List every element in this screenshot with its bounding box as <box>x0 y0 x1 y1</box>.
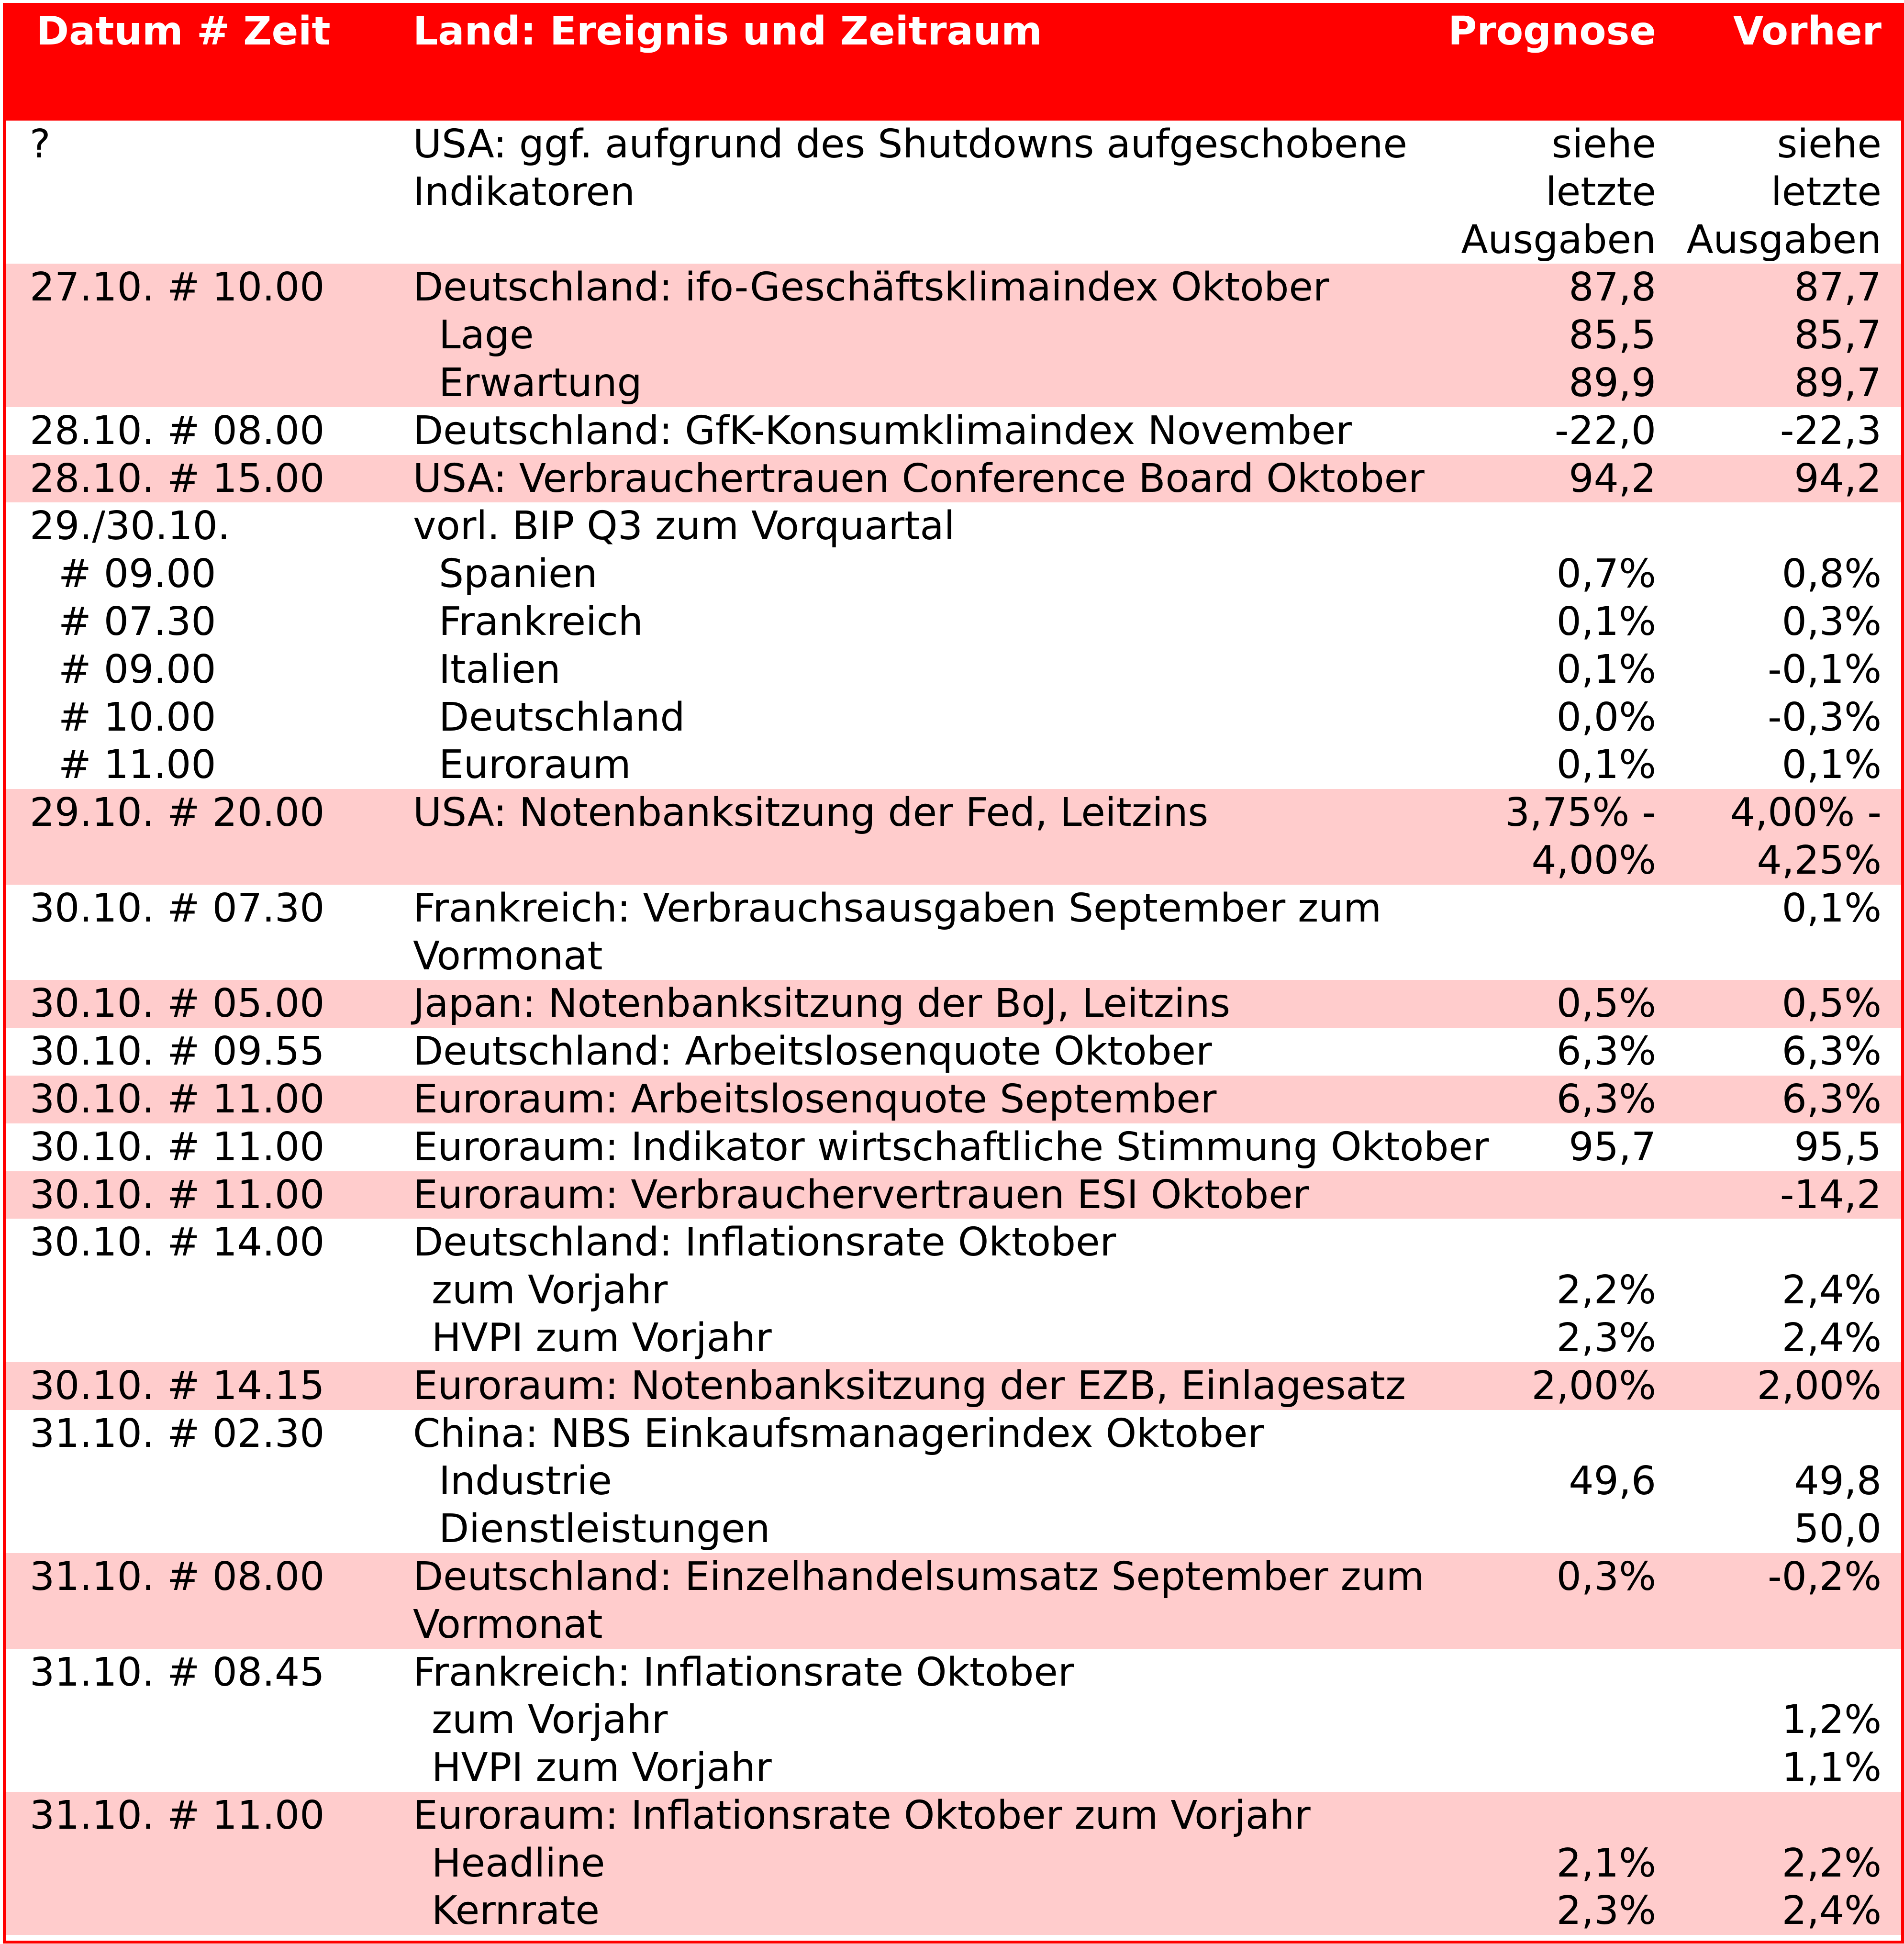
row-line <box>6 168 1901 216</box>
cell-previous: 2,00% <box>1757 1363 1882 1409</box>
table-row <box>6 502 1901 789</box>
row-line <box>6 1219 1901 1266</box>
cell-date: 27.10. # 10.00 <box>30 265 325 311</box>
table-row <box>6 264 1901 407</box>
cell-date: # 10.00 <box>58 694 216 740</box>
cell-date: 30.10. # 07.30 <box>30 885 325 931</box>
cell-event: USA: Notenbanksitzung der Fed, Leitzins <box>413 790 1209 836</box>
cell-previous: 50,0 <box>1794 1506 1882 1552</box>
cell-previous: 4,00% - <box>1730 790 1882 836</box>
cell-forecast: 6,3% <box>1556 1076 1656 1122</box>
cell-previous: 4,25% <box>1757 837 1882 883</box>
cell-previous: 49,8 <box>1794 1458 1882 1504</box>
row-line <box>6 407 1901 455</box>
table-row <box>6 980 1901 1028</box>
cell-date: 30.10. # 11.00 <box>30 1076 325 1122</box>
cell-previous: -0,2% <box>1768 1554 1882 1600</box>
cell-previous: -22,3 <box>1780 408 1882 454</box>
row-line <box>6 933 1901 980</box>
row-line <box>6 837 1901 885</box>
row-line <box>6 598 1901 646</box>
cell-event: USA: Verbrauchertrauen Conference Board Oktober <box>413 455 1425 501</box>
cell-forecast: 49,6 <box>1569 1458 1656 1504</box>
cell-forecast: 0,3% <box>1556 1554 1656 1600</box>
cell-event: Vormonat <box>413 933 603 979</box>
cell-forecast: 2,2% <box>1556 1267 1656 1313</box>
table-row <box>6 1553 1901 1649</box>
cell-date: # 11.00 <box>58 742 216 788</box>
row-line <box>6 1887 1901 1935</box>
row-line <box>6 1314 1901 1362</box>
cell-date: 31.10. # 08.45 <box>30 1649 325 1695</box>
table-row <box>6 1171 1901 1219</box>
row-line <box>6 694 1901 742</box>
cell-forecast: 94,2 <box>1569 455 1656 501</box>
cell-event: zum Vorjahr <box>432 1697 668 1743</box>
cell-event: Deutschland: GfK-Konsumklimaindex November <box>413 408 1352 454</box>
row-line <box>6 264 1901 311</box>
cell-previous: 2,4% <box>1782 1888 1882 1934</box>
cell-event: Deutschland: Inflationsrate Oktober <box>413 1220 1116 1266</box>
cell-forecast: 0,1% <box>1556 742 1656 788</box>
cell-date: 30.10. # 14.00 <box>30 1220 325 1266</box>
row-line <box>6 1457 1901 1505</box>
cell-date: ? <box>30 122 51 167</box>
table-body <box>6 121 1901 1935</box>
row-line <box>6 1649 1901 1697</box>
row-line <box>6 1076 1901 1123</box>
row-line <box>6 1362 1901 1410</box>
cell-forecast: 89,9 <box>1569 360 1656 406</box>
table-row <box>6 1410 1901 1553</box>
cell-forecast: 0,5% <box>1556 981 1656 1027</box>
cell-forecast: 2,00% <box>1531 1363 1656 1409</box>
row-line <box>6 1410 1901 1458</box>
cell-forecast: 0,1% <box>1556 599 1656 644</box>
cell-date: 28.10. # 15.00 <box>30 455 325 501</box>
cell-previous: 1,1% <box>1782 1745 1882 1791</box>
cell-event: Frankreich: Inflationsrate Oktober <box>413 1649 1074 1695</box>
cell-forecast: 0,0% <box>1556 694 1656 740</box>
cell-event: Euroraum: Inflationsrate Oktober zum Vorjahr <box>413 1792 1311 1838</box>
table-row <box>6 455 1901 503</box>
cell-event: Italien <box>439 646 561 692</box>
cell-previous: Ausgaben <box>1686 217 1882 263</box>
row-line <box>6 646 1901 694</box>
cell-previous: -0,3% <box>1768 694 1882 740</box>
cell-event: Kernrate <box>432 1888 600 1934</box>
table-row <box>6 1076 1901 1123</box>
cell-previous: -14,2 <box>1780 1172 1882 1218</box>
cell-event: USA: ggf. aufgrund des Shutdowns aufgeschobene <box>413 122 1407 167</box>
table-row <box>6 121 1901 264</box>
cell-previous: 95,5 <box>1794 1124 1882 1170</box>
row-line <box>6 455 1901 503</box>
cell-previous: 0,5% <box>1782 981 1882 1027</box>
cell-previous: 6,3% <box>1782 1076 1882 1122</box>
cell-previous: letzte <box>1770 169 1882 215</box>
cell-date: 29.10. # 20.00 <box>30 790 325 836</box>
row-line <box>6 1266 1901 1314</box>
cell-previous: 1,2% <box>1782 1697 1882 1743</box>
cell-event: Euroraum: Arbeitslosenquote September <box>413 1076 1217 1122</box>
cell-previous: 0,8% <box>1782 551 1882 597</box>
row-line <box>6 1123 1901 1171</box>
cell-event: Euroraum <box>439 742 631 788</box>
header-forecast: Prognose <box>1448 9 1656 54</box>
row-line <box>6 1792 1901 1840</box>
cell-date: 31.10. # 02.30 <box>30 1411 325 1456</box>
row-line <box>6 1840 1901 1888</box>
cell-forecast: 2,3% <box>1556 1888 1656 1934</box>
cell-event: Euroraum: Notenbanksitzung der EZB, Einlagesatz <box>413 1363 1406 1409</box>
cell-event: Industrie <box>439 1458 612 1504</box>
cell-event: Dienstleistungen <box>439 1506 770 1552</box>
cell-event: Spanien <box>439 551 598 597</box>
table-row <box>6 407 1901 455</box>
row-line <box>6 121 1901 168</box>
row-line <box>6 789 1901 837</box>
cell-event: Deutschland: ifo-Geschäftsklimaindex Oktober <box>413 265 1329 311</box>
row-line <box>6 311 1901 359</box>
table-row <box>6 789 1901 885</box>
cell-event: Deutschland: Arbeitslosenquote Oktober <box>413 1029 1212 1075</box>
row-line <box>6 1744 1901 1792</box>
cell-previous: 0,3% <box>1782 599 1882 644</box>
table-row <box>6 1362 1901 1410</box>
row-line <box>6 550 1901 598</box>
cell-forecast: 0,7% <box>1556 551 1656 597</box>
table-row <box>6 1792 1901 1935</box>
cell-forecast: 87,8 <box>1569 265 1656 311</box>
cell-forecast: Ausgaben <box>1461 217 1656 263</box>
calendar-table <box>3 3 1904 1944</box>
table-header <box>6 6 1901 121</box>
table-row <box>6 1219 1901 1362</box>
cell-date: 30.10. # 09.55 <box>30 1029 325 1075</box>
row-line <box>6 1505 1901 1553</box>
table-row <box>6 1123 1901 1171</box>
cell-forecast: 4,00% <box>1531 837 1656 883</box>
cell-previous: 0,1% <box>1782 742 1882 788</box>
table-row <box>6 885 1901 980</box>
cell-date: 30.10. # 14.15 <box>30 1363 325 1409</box>
table-row <box>6 1649 1901 1792</box>
row-line <box>6 1553 1901 1601</box>
cell-forecast: letzte <box>1545 169 1656 215</box>
cell-forecast: 2,1% <box>1556 1840 1656 1886</box>
cell-forecast: 95,7 <box>1569 1124 1656 1170</box>
cell-date: 30.10. # 11.00 <box>30 1124 325 1170</box>
row-line <box>6 980 1901 1028</box>
header-previous: Vorher <box>1733 9 1882 54</box>
cell-event: zum Vorjahr <box>432 1267 668 1313</box>
row-line <box>6 1696 1901 1744</box>
cell-event: Deutschland <box>439 694 685 740</box>
cell-date: 31.10. # 11.00 <box>30 1792 325 1838</box>
cell-previous: 87,7 <box>1794 265 1882 311</box>
row-line <box>6 885 1901 933</box>
cell-date: 29./30.10. <box>30 503 230 549</box>
header-date: Datum # Zeit <box>36 9 331 54</box>
cell-date: 31.10. # 08.00 <box>30 1554 325 1600</box>
row-line <box>6 1028 1901 1076</box>
row-line <box>6 741 1901 789</box>
cell-date: 28.10. # 08.00 <box>30 408 325 454</box>
cell-previous: 2,4% <box>1782 1267 1882 1313</box>
cell-event: Japan: Notenbanksitzung der BoJ, Leitzins <box>413 981 1231 1027</box>
cell-date: # 09.00 <box>58 646 216 692</box>
cell-previous: -0,1% <box>1768 646 1882 692</box>
cell-date: # 09.00 <box>58 551 216 597</box>
cell-event: Euroraum: Verbrauchervertrauen ESI Oktober <box>413 1172 1309 1218</box>
header-event: Land: Ereignis und Zeitraum <box>413 9 1042 54</box>
cell-forecast: 0,1% <box>1556 646 1656 692</box>
cell-date: 30.10. # 05.00 <box>30 981 325 1027</box>
table-row <box>6 1028 1901 1076</box>
cell-forecast: -22,0 <box>1554 408 1656 454</box>
cell-previous: 89,7 <box>1794 360 1882 406</box>
row-line <box>6 1171 1901 1219</box>
cell-event: Indikatoren <box>413 169 635 215</box>
cell-date: 30.10. # 11.00 <box>30 1172 325 1218</box>
cell-forecast: 85,5 <box>1569 312 1656 358</box>
cell-event: Deutschland: Einzelhandelsumsatz September zum <box>413 1554 1425 1600</box>
cell-forecast: 3,75% - <box>1504 790 1656 836</box>
cell-event: HVPI zum Vorjahr <box>432 1745 772 1791</box>
cell-event: Frankreich <box>439 599 643 644</box>
cell-event: HVPI zum Vorjahr <box>432 1315 772 1361</box>
cell-previous: 94,2 <box>1794 455 1882 501</box>
cell-event: Euroraum: Indikator wirtschaftliche Stimmung Oktober <box>413 1124 1489 1170</box>
cell-previous: 2,2% <box>1782 1840 1882 1886</box>
cell-event: Lage <box>439 312 534 358</box>
row-line <box>6 216 1901 264</box>
cell-previous: 0,1% <box>1782 885 1882 931</box>
cell-previous: 6,3% <box>1782 1029 1882 1075</box>
row-line <box>6 1601 1901 1649</box>
cell-previous: siehe <box>1777 122 1882 167</box>
cell-event: China: NBS Einkaufsmanagerindex Oktober <box>413 1411 1264 1456</box>
cell-event: vorl. BIP Q3 zum Vorquartal <box>413 503 955 549</box>
row-line <box>6 359 1901 407</box>
cell-forecast: 2,3% <box>1556 1315 1656 1361</box>
cell-forecast: siehe <box>1551 122 1656 167</box>
cell-event: Erwartung <box>439 360 642 406</box>
cell-forecast: 6,3% <box>1556 1029 1656 1075</box>
row-line <box>6 502 1901 550</box>
cell-date: # 07.30 <box>58 599 216 644</box>
cell-previous: 2,4% <box>1782 1315 1882 1361</box>
cell-event: Frankreich: Verbrauchsausgaben September zum <box>413 885 1382 931</box>
cell-event: Vormonat <box>413 1601 603 1647</box>
cell-event: Headline <box>432 1840 605 1886</box>
cell-previous: 85,7 <box>1794 312 1882 358</box>
